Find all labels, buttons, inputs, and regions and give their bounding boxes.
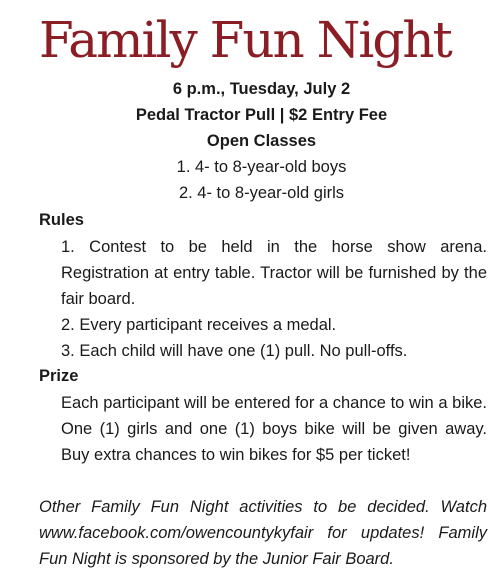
prize-text: Each participant will be entered for a chance to win a bike. One (1) girls and one (1) boys bike will be given away. Buy extra chances to win bikes for $5 per ticket!: [61, 394, 487, 464]
event-details: [124, 76, 399, 206]
page-title: Family Fun Night: [39, 11, 451, 69]
rule-item: 3. Each child will have one (1) pull. No pull-offs.: [61, 342, 408, 360]
class-item: 2. 4- to 8-year-old girls: [178, 184, 345, 202]
rule-item: 1. Contest to be held in the horse show arena. Registration at entry table. Tractor will be furnished by the fair board.: [61, 238, 487, 308]
class-item: 1. 4- to 8-year-old boys: [176, 158, 347, 176]
rules-heading: Rules: [39, 211, 84, 229]
rules-list: [61, 234, 487, 364]
event-name: Pedal Tractor Pull | $2 Entry Fee: [135, 106, 388, 124]
event-time-date: 6 p.m., Tuesday, July 2: [172, 80, 351, 98]
footer-note: Other Family Fun Night activities to be decided. Watch www.facebook.com/owencountykyfair for updates! Family Fun Night is sponsored by the Junior Fair Board.: [39, 498, 487, 568]
prize-heading: Prize: [39, 367, 79, 385]
rule-item: 2. Every participant receives a medal.: [61, 316, 337, 334]
classes-heading: Open Classes: [206, 132, 317, 150]
